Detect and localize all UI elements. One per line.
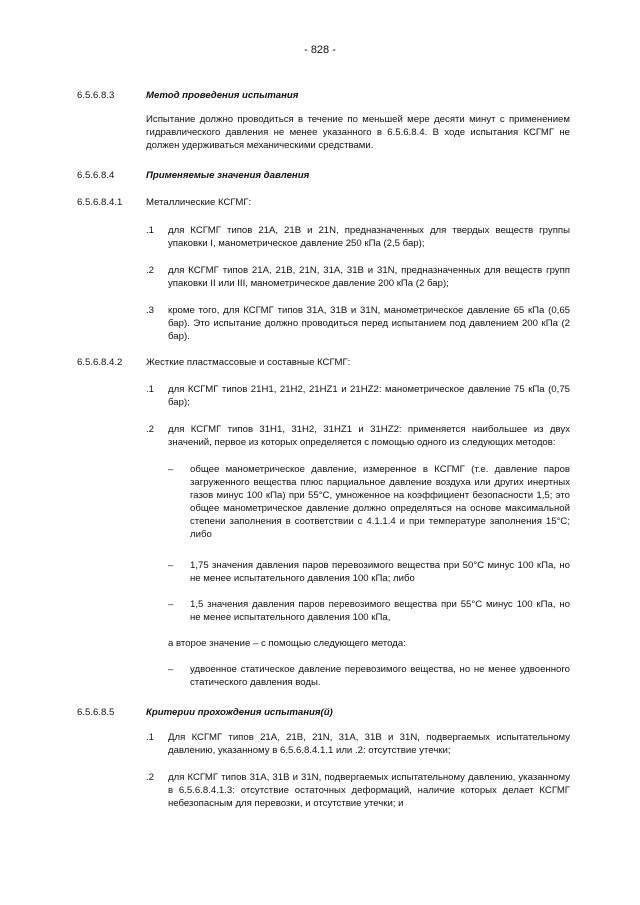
section-heading: Применяемые значения давления <box>146 170 310 181</box>
dash-marker: – <box>168 560 174 571</box>
dash-item-text: 1,75 значения давления паров перевозимого вещества при 50°С минус 100 кПа, но не менее испытательного давления 100 кПа; либо <box>190 560 570 584</box>
page-number: - 828 - <box>304 44 336 56</box>
dash-item-text: удвоенное статическое давление перевозимого вещества, но не менее удвоенного статического давления воды. <box>190 664 570 688</box>
section-number: 6.5.6.8.5 <box>77 707 115 718</box>
dash-marker: – <box>168 664 174 675</box>
section-paragraph: Испытание должно проводиться в течение по меньшей мере десяти минут с применением гидравлического давления не менее указанного в 6.5.6.8.4. В ходе испытания КСГМГ не должен удерживаться механическими средствами. <box>146 114 570 151</box>
subsection-label: Жесткие пластмассовые и составные КСГМГ: <box>146 357 351 368</box>
dash-item-text: общее манометрическое давление, измеренное в КСГМГ (т.е. давление паров загруженного вещества плюс парциальное давление воздуха или других инертных газов минус 100 кПа) при 55°С, умноженное на коэффициент безопасности 1,5; это общее манометрическое давление должно определяться на основе максимальной степени заполнения в соответствии с 4.1.1.4 и при температуре заполнения 15°С; либо <box>190 464 570 540</box>
dash-marker: – <box>168 599 174 610</box>
list-marker: .1 <box>146 732 155 743</box>
list-marker: .2 <box>146 424 155 435</box>
list-item-text: для КСГМГ типов 31А, 31В и 31N, подвергаемых испытательному давлению, указанному в 6.5.6.8.4.1.3: отсутствие остаточных деформаций, наличие которых делает КСГМГ небезопасным для перевозки, и отсутствие утечки; и <box>168 772 570 809</box>
list-marker: .2 <box>146 265 155 276</box>
subsection-label: Металлические КСГМГ: <box>146 197 252 208</box>
list-marker: .1 <box>146 384 155 395</box>
section-number: 6.5.6.8.4.2 <box>77 357 123 368</box>
dash-item-text: 1,5 значения давления паров перевозимого вещества при 55°С минус 100 кПа, но не менее испытательного давления 100 кПа, <box>190 599 570 623</box>
list-marker: .1 <box>146 225 155 236</box>
section-number: 6.5.6.8.3 <box>77 90 115 101</box>
second-value-note: а второе значение – с помощью следующего метода: <box>168 638 406 649</box>
list-marker: .3 <box>146 305 155 316</box>
list-item-text: для КСГМГ типов 31Н1, 31Н2, 31НZ1 и 31НZ2: применяется наибольшее из двух значений, первое из которых определяется с помощью одного из следующих методов: <box>168 424 570 448</box>
list-item-text: для КСГМГ типов 21А, 21В, 21N, 31А, 31В и 31N, предназначенных для веществ групп упаковки II или III, манометрическое давление 200 кПа (2 бар); <box>168 265 570 289</box>
section-number: 6.5.6.8.4 <box>77 170 115 181</box>
list-item-text: кроме того, для КСГМГ типов 31А, 31В и 31N, манометрическое давление 65 кПа (0,65 бар). Это испытание должно проводиться перед испытанием под давлением 200 кПа (2 бар). <box>168 305 570 342</box>
section-number: 6.5.6.8.4.1 <box>77 197 123 208</box>
section-heading: Метод проведения испытания <box>146 90 299 101</box>
dash-marker: – <box>168 464 174 475</box>
list-item-text: Для КСГМГ типов 21А, 21В, 21N, 31А, 31В и 31N, подвергаемых испытательному давлению, указанному в 6.5.6.8.4.1.1 или .2: отсутствие утечки; <box>168 732 570 756</box>
section-heading: Критерии прохождения испытания(й) <box>146 707 333 718</box>
list-item-text: для КСГМГ типов 21Н1, 21Н2, 21НZ1 и 21НZ2: манометрическое давление 75 кПа (0,75 бар); <box>168 384 570 408</box>
list-marker: .2 <box>146 772 155 783</box>
list-item-text: для КСГМГ типов 21А, 21В и 21N, предназначенных для твердых веществ группы упаковки I, манометрическое давление 250 кПа (2,5 бар); <box>168 225 570 249</box>
